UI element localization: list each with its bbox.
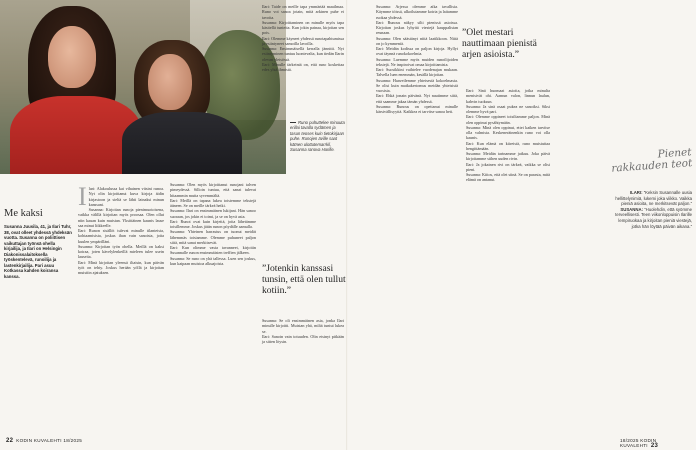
pull-quote: ”Olet mestari nauttimaan pienistä arjen asioista.” <box>462 27 537 60</box>
article-column-3 <box>262 4 344 72</box>
paragraph: Ilari: Runous näkyy silti pienissä asioissa. Kirjoitan joskus lyhyitä viestejä kauppalistan reunaan. <box>376 19 458 36</box>
paragraph: Ilari: Kun olimme vasta tavanneet, kirjoitin Susannalle runon ensimmäisten treffien jälkeen. <box>170 245 256 256</box>
paragraph: Susanna: Haaveilemme yhteisestä kokoelmasta. Se olisi kuin matkakertomus meidän yhteisistä vuosista. <box>376 77 458 93</box>
photo-caption: Runo puhuttelee minuuta erillai tavalla sydämen ja tasun teoses kuin tietokirjaan puhe. Runojen äville saat kätnen ulottutemarrkil, Susanna ranova Harille. <box>290 120 345 153</box>
page-number: 23 <box>650 443 659 449</box>
paragraph: Ilari: Ja jokainen rivi on tärkeä, vaikka se olisi pieni. <box>466 161 550 172</box>
couple-photo <box>0 0 286 174</box>
article-column-5 <box>466 88 550 183</box>
page-number: 22 <box>6 438 14 444</box>
paragraph: Ilari: Meillä on tapana lukea toistemme tekstejä ääneen. Se on meille tärkeä hetki. <box>170 197 256 208</box>
article-column-3-continued <box>262 318 344 344</box>
paragraph: Ilari: Olemme oppineet toisiltamme paljon. Minä olen oppinut pysähtymään. <box>466 114 550 125</box>
paragraph: Susanna: Runous on opettanut minulle kärsivällisyyttä. Kaikkea ei tarvitse sanoa heti. <box>376 103 458 114</box>
paragraph: Susanna: Se runo on yhä tallessa. Luen sen joskus, kun kaipaan muistoa alkuajoista. <box>170 255 256 266</box>
sidebar-text: ILARI: ”Keksin Susannalle uusia hellittelynimiä, lukemi joka viikko. Vaikka pieniä asioita, ne merkitsevät paljon.” SUSANNA: ”Huolehdin, että syömme terveellisesti. Teen viikonloppuisin Ilarille lempiruokaa ja kirjoitan pieniä viestejä, jotka hän löytää päivän aikana.” <box>615 190 692 229</box>
sidebar-title: Pienet rakkauden teot <box>610 146 693 175</box>
paragraph: Susanna: Luemme myös muiden runoilijoiden tekstejä. Ne inspiroivat omaa kirjoittamista. <box>376 56 458 67</box>
paragraph: Ilari: Ehkä jonain päivänä. Nyt nautimme siitä, että saamme jakaa tämän yhdessä. <box>376 93 458 104</box>
paragraph: Susanna: Yhteinen harrastus on tuonut meidät lähemmäs toisiamme. Olemme puhuneet paljon siitä, mitä sanat merkitsevät. <box>170 229 256 245</box>
paragraph: Ilari: Runot ovat kuin kirjeitä, joita lähetämme toisillemme. Joskus jätän runon pöydälle aamulla. <box>170 218 256 229</box>
paragraph: Ilari: Minulle tärkeintä on, että runo koskettaa edes yhtä ihmistä. <box>262 61 344 72</box>
paragraph: Susanna: Se oli ensimmäinen asia, jonka Ilari minulle kirjoitti. Muistan yhä, miltä tuntui lukea se. <box>262 318 344 334</box>
paragraph: Susanna: Olen myös kirjoittanut runojani talven pimeydessä. Silloin tuntuu, että sanat tulevat hitaammin mutta syvemmältä. <box>170 182 256 198</box>
paragraph: Susanna: Kirjoitan runoja pienimuotoisena, vaikka välillä kirjoitan myös proosaa. Olen ollut niin kauan kuin muistan. Yksittäinen kaunis lause saa minut liikkeelle. <box>78 207 164 228</box>
article-column-2 <box>170 182 256 266</box>
paragraph: Ilari: Taide on meille tapa ymmärtää maailmaa. Runo voi sanoa jotain, mitä arkinen puhe ei tavoita. <box>262 4 344 20</box>
paragraph: Ilari: Meidän kodissa on paljon kirjoja. Hyllyt ovat täynnä runokokoelmia. <box>376 46 458 57</box>
paragraph: Susanna: Arjessa olemme aika tavallisia. Käymme töissä, ulkoilutamme koiria ja laitamme ruokaa yhdessä. <box>376 4 458 20</box>
paragraph: Ilari: Kun elämä on kiireistä, runo muistuttaa hengittämään. <box>466 140 550 151</box>
paragraph: Susanna: Kiitos, että olet siinä. Se on parasta, mitä elämä on antanut. <box>466 172 550 183</box>
paragraph: Susanna: Kirjoitan työn ohella. Meillä on kaksi koiraa, joten kävelylenkeillä mieleen tulee usein lauseita. <box>78 243 164 260</box>
paragraph: Susanna: Minä olen oppinut, ettei kaiken tarvitse olla valmista. Keskeneräinenkin runo voi olla kaunis. <box>466 124 550 141</box>
page-footer-right <box>620 438 696 449</box>
paragraph: Ilari: Sinä huomaat asioita, jotka minulta menisivät ohi. Aamun valon, linnun laulun, kahvin tuoksun. <box>466 88 550 104</box>
intro-text: Susanna Juusila, 41, ja Ilari Tuhr, 38, ovat olleet yhdessä yhdeksän vuotta. Susanna on poliittisen vaikuttajan työnsä ohella kirjailija, ja Ilari on Helsingin Diakonissalaitoksella työskentelevä, runoilija ja lastenkirjailija. Pari asuu Kotkassa kahden koiransa kanssa. <box>4 224 72 279</box>
page-footer-left <box>6 438 82 444</box>
speaker-label: ILARI: <box>629 190 643 195</box>
article-column-1 <box>78 182 164 275</box>
article-column-4 <box>376 4 458 114</box>
paragraph: Ilari: Sanoin vain totuuden. Olin etsinyt pitkään ja sitten löysin. <box>262 333 344 344</box>
paragraph: Susanna: Olen säästänyt niitä laatikkoon. Niitä on jo kymmeniä. <box>376 35 458 46</box>
speaker-label: SUSANNA: <box>620 206 644 212</box>
publication-label: 18/2025 KODIN KUVALEHTI <box>620 438 657 448</box>
pull-quote: ”Jotenkin kanssasi tunsin, että olen tullut kotiin.” <box>262 263 346 296</box>
paragraph: Susanna: Ja sinä osaat pukea ne sanoiksi. Siksi olemme hyvä pari. <box>466 103 550 114</box>
paragraph: Ilari: Minä kirjoitan yleensä iltaisin, kun päivän työt on tehty. Joskus herään yöllä ja kirjoitan muistiin ajatuksen. <box>78 259 164 275</box>
paragraph: Susanna: Ilari on ensimmäinen lukijani. Hän sanoo suoraan, jos jokin ei toimi, ja se on hyvä asia. <box>170 208 256 219</box>
paragraph: Susanna: Ensimmäisellä kerralla jännitti. Nyt esiintyminen tuntuu luontevalta, kun tiedän Ilarin olevan yleisössä. <box>262 46 344 62</box>
publication-label: KODIN KUVALEHTI 18/2025 <box>16 438 83 443</box>
paragraph: Ilari: Runon sisällöt tulevat minulle tilanteista, kohtaamisista, joskus ihan vain sanoista, joita kuulen ympärilläni. <box>78 228 164 244</box>
section-headline: Me kaksi <box>4 208 43 219</box>
paragraph: Ilari: Suosikkini vaihtelee vuodenajan mukaan. Talvella luen enemmän, kesällä kirjoitan. <box>376 67 458 78</box>
paragraph: lari: Alakoulussa kai vihainen vitsini runoa. Nyt olin kirjoittanut kuva kirjoja äidin kirjastoon ja sieltä se lähti lainaksi minun kanssani. <box>88 186 164 207</box>
drop-cap: I <box>78 182 87 211</box>
paragraph: Susanna: Meidän tarinamme jatkuu. Joka päivä kirjoitamme siihen uuden rivin. <box>466 151 550 162</box>
paragraph: Susanna: Kirjoittaminen on minulle myös tapa käsitellä tunteita. Kun jokin painaa, kirjoitan sen pois. <box>262 19 344 36</box>
paragraph: Ilari: Olemme käyneet yhdessä runotapahtumissa ja esiintyneet samoilla lavoilla. <box>262 35 344 46</box>
